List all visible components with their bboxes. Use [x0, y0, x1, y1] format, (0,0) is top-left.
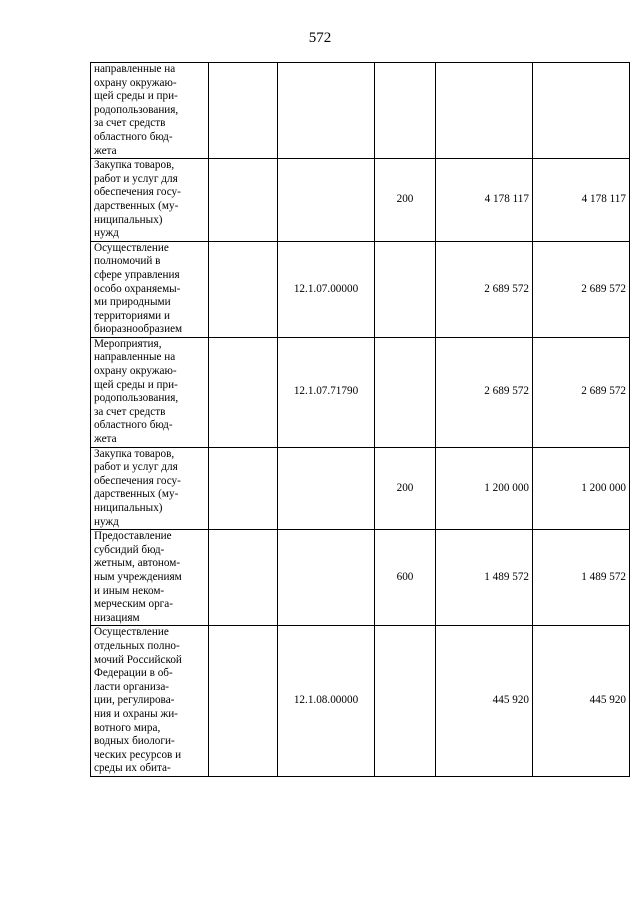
- row-name: Закупка товаров, работ и услуг для обеспечения госу- дарственных (му- ниципальных) нужд: [94, 159, 181, 240]
- code-cell: 12.1.07.00000: [278, 241, 375, 337]
- table-row: [91, 447, 630, 530]
- empty-cell: [209, 159, 278, 242]
- name-cell: [91, 447, 209, 530]
- amount-cell-2: 2 689 572: [533, 337, 630, 447]
- row-name: направленные на охрану окружаю- щей среды и при- родопользования, за счет средств областного бюд- жета: [94, 63, 179, 157]
- empty-cell: [209, 241, 278, 337]
- page-number: 572: [308, 30, 332, 46]
- empty-cell: [209, 337, 278, 447]
- row-name: Закупка товаров, работ и услуг для обеспечения госу- дарственных (му- ниципальных) нужд: [94, 447, 181, 528]
- code-cell: [278, 159, 375, 242]
- amount-cell-1: 4 178 117: [436, 159, 533, 242]
- code-cell: 12.1.07.71790: [278, 337, 375, 447]
- code-cell: [278, 447, 375, 530]
- table-row: [91, 530, 630, 626]
- amount-cell-2: 2 689 572: [533, 241, 630, 337]
- table-row: [91, 159, 630, 242]
- amount-cell-2: 1 489 572: [533, 530, 630, 626]
- type-cell: 200: [375, 159, 436, 242]
- name-cell: [91, 241, 209, 337]
- budget-table: [90, 62, 630, 777]
- amount-cell-2: 445 920: [533, 626, 630, 777]
- type-cell: [375, 626, 436, 777]
- code-cell: [278, 530, 375, 626]
- name-cell: [91, 626, 209, 777]
- amount-cell-1: 2 689 572: [436, 241, 533, 337]
- type-cell: 600: [375, 530, 436, 626]
- table-row: [91, 337, 630, 447]
- amount-cell-1: [436, 63, 533, 159]
- code-cell: 12.1.08.00000: [278, 626, 375, 777]
- amount-cell-1: 1 489 572: [436, 530, 533, 626]
- row-name: Мероприятия, направленные на охрану окружаю- щей среды и при- родопользования, за счет средств областного бюд- жета: [94, 337, 179, 446]
- amount-cell-1: 2 689 572: [436, 337, 533, 447]
- row-name: Осуществление отдельных полно- мочий Российской Федерации в об- ласти организа- ции, регулирова- ния и охраны жи- вотного мира, водных биологи- ческих ресурсов и среды их обита-: [94, 626, 182, 775]
- type-cell: [375, 337, 436, 447]
- type-cell: [375, 241, 436, 337]
- table-row: [91, 63, 630, 159]
- row-name: Предоставление субсидий бюд- жетным, автоном- ным учреждениям и иным неком- мерческим орга- низациям: [94, 530, 182, 624]
- amount-cell-2: [533, 63, 630, 159]
- table-row: [91, 626, 630, 777]
- amount-cell-1: 445 920: [436, 626, 533, 777]
- type-cell: 200: [375, 447, 436, 530]
- amount-cell-2: 4 178 117: [533, 159, 630, 242]
- empty-cell: [209, 447, 278, 530]
- amount-cell-2: 1 200 000: [533, 447, 630, 530]
- empty-cell: [209, 626, 278, 777]
- table-row: [91, 241, 630, 337]
- amount-cell-1: 1 200 000: [436, 447, 533, 530]
- row-name: Осуществление полномочий в сфере управления особо охраняемы- ми природными территориями и биоразнообразием: [94, 241, 183, 336]
- name-cell: [91, 337, 209, 447]
- name-cell: [91, 63, 209, 159]
- empty-cell: [209, 63, 278, 159]
- code-cell: [278, 63, 375, 159]
- name-cell: [91, 530, 209, 626]
- name-cell: [91, 159, 209, 242]
- type-cell: [375, 63, 436, 159]
- empty-cell: [209, 530, 278, 626]
